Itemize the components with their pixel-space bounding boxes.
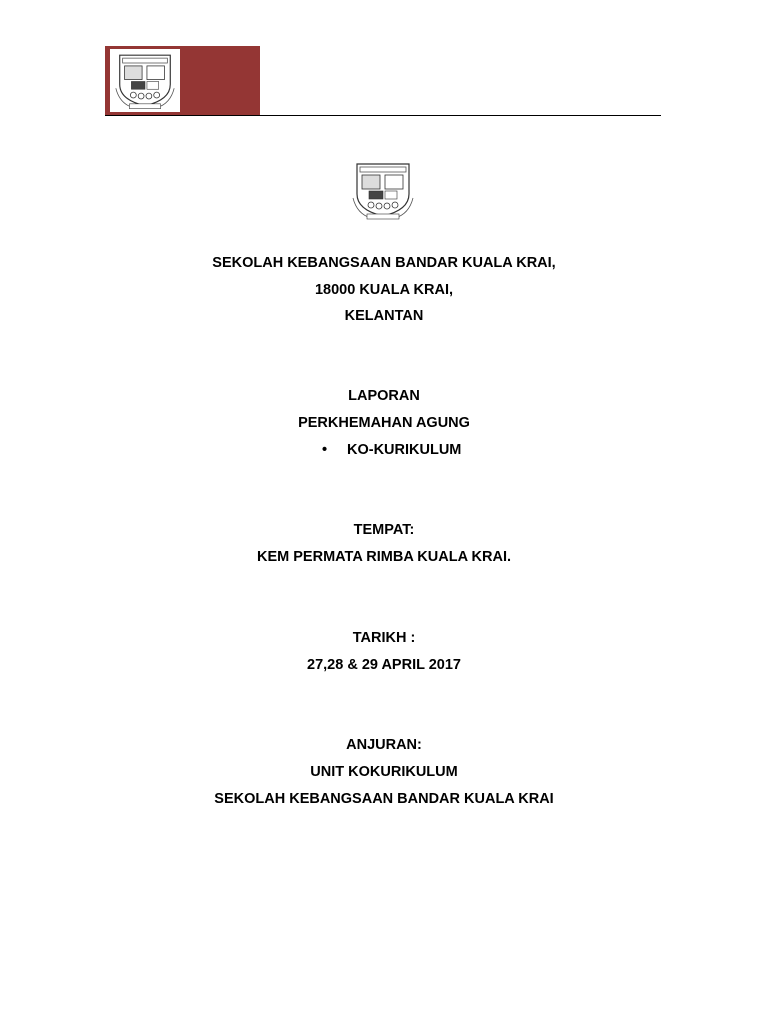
venue-label: TEMPAT:: [353, 522, 415, 538]
school-crest-icon: [110, 49, 180, 112]
organizer-unit: UNIT KOKURIKULUM: [310, 764, 458, 780]
school-name: SEKOLAH KEBANGSAAN BANDAR KUALA KRAI,: [212, 255, 556, 271]
date-label: TARIKH :: [352, 630, 416, 646]
date-value: 27,28 & 29 APRIL 2017: [307, 657, 461, 673]
school-postcode-city: 18000 KUALA KRAI,: [314, 282, 454, 298]
school-crest-icon: [110, 49, 180, 112]
school-crest-icon: [347, 158, 419, 222]
report-label: LAPORAN: [348, 388, 420, 404]
report-bullet-item: [322, 441, 461, 459]
report-title: PERKHEMAHAN AGUNG: [298, 415, 470, 431]
school-crest-icon: [347, 158, 419, 222]
venue-value: KEM PERMATA RIMBA KUALA KRAI.: [257, 549, 511, 565]
organizer-school: SEKOLAH KEBANGSAAN BANDAR KUALA KRAI: [214, 791, 554, 807]
organizer-label: ANJURAN:: [346, 737, 422, 753]
header-rule: [105, 115, 661, 116]
bullet-icon: •: [322, 442, 328, 458]
report-bullet-text: KO-KURIKULUM: [347, 442, 462, 458]
school-state: KELANTAN: [344, 308, 424, 324]
